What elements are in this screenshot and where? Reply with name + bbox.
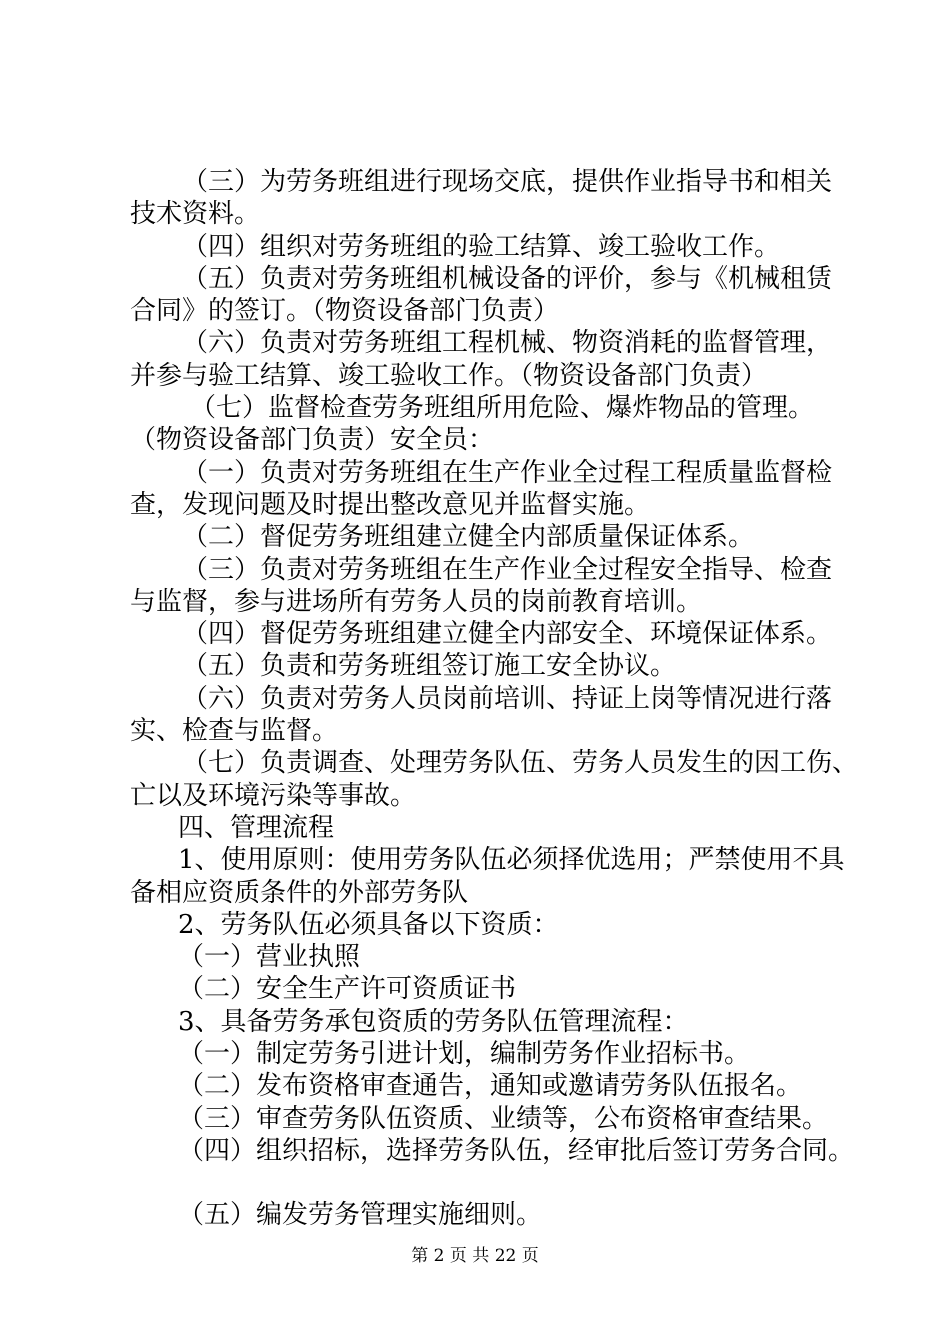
paragraph-line: （三）为劳务班组进行现场交底，提供作业指导书和相关 [182, 167, 833, 197]
paragraph-line: 技术资料。 [130, 199, 261, 230]
paragraph-line: 亡以及环境污染等事故。 [130, 780, 417, 811]
paragraph-line: （七）负责调查、处理劳务队伍、劳务人员发生的因工伤、 [182, 748, 859, 779]
paragraph-line: 并参与验工结算、竣工验收工作。（物资设备部门负责） [130, 360, 768, 391]
paragraph-line: 实、检查与监督。 [130, 716, 339, 747]
paragraph-line: 合同》的签订。（物资设备部门负责） [130, 296, 560, 327]
paragraph-line: （六）负责对劳务人员岗前培训、持证上岗等情况进行落 [182, 683, 833, 714]
list-item: （二）安全生产许可资质证书 [178, 974, 517, 1005]
paragraph-line: 1、使用原则：使用劳务队伍必须择优选用；严禁使用不具 [178, 845, 845, 876]
section-heading: 四、管理流程 [178, 812, 335, 843]
paragraph-line: （一）负责对劳务班组在生产作业全过程工程质量监督检 [182, 457, 833, 488]
page-number-footer: 第 2 页 共 22 页 [411, 1246, 539, 1266]
paragraph-line: （二）督促劳务班组建立健全内部质量保证体系。 [182, 522, 755, 553]
paragraph-line: （六）负责对劳务班组工程机械、物资消耗的监督管理， [182, 328, 833, 359]
paragraph-line: （三）负责对劳务班组在生产作业全过程安全指导、检查 [182, 554, 833, 585]
paragraph-gap [130, 1167, 830, 1199]
paragraph-line: （五）负责对劳务班组机械设备的评价，参与《机械租赁 [182, 263, 833, 294]
paragraph-line: 备相应资质条件的外部劳务队 [130, 877, 469, 908]
paragraph-line: 与监督，参与进场所有劳务人员的岗前教育培训。 [130, 586, 703, 617]
list-item: （五）编发劳务管理实施细则。 [178, 1200, 543, 1231]
paragraph-line: 2、劳务队伍必须具备以下资质： [178, 909, 559, 940]
list-item: （一）制定劳务引进计划，编制劳务作业招标书。 [178, 1039, 751, 1070]
paragraph-line: （物资设备部门负责）安全员： [130, 425, 495, 456]
document-body [130, 166, 859, 1232]
list-item: （三）审查劳务队伍资质、业绩等，公布资格审查结果。 [178, 1103, 829, 1134]
paragraph-line: （五）负责和劳务班组签订施工安全协议。 [182, 651, 677, 682]
paragraph-line: 3、具备劳务承包资质的劳务队伍管理流程： [178, 1006, 689, 1037]
list-item: （二）发布资格审查通告，通知或邀请劳务队伍报名。 [178, 1071, 803, 1102]
paragraph-line: （四）督促劳务班组建立健全内部安全、环境保证体系。 [182, 619, 833, 650]
paragraph-line: 查，发现问题及时提出整改意见并监督实施。 [130, 489, 651, 520]
paragraph-line: （七）监督检查劳务班组所用危险、爆炸物品的管理。 [190, 393, 815, 424]
list-item: （一）营业执照 [178, 942, 361, 973]
paragraph-line: （四）组织对劳务班组的验工结算、竣工验收工作。 [182, 231, 781, 262]
list-item: （四）组织招标，选择劳务队伍，经审批后签订劳务合同。 [178, 1135, 855, 1166]
